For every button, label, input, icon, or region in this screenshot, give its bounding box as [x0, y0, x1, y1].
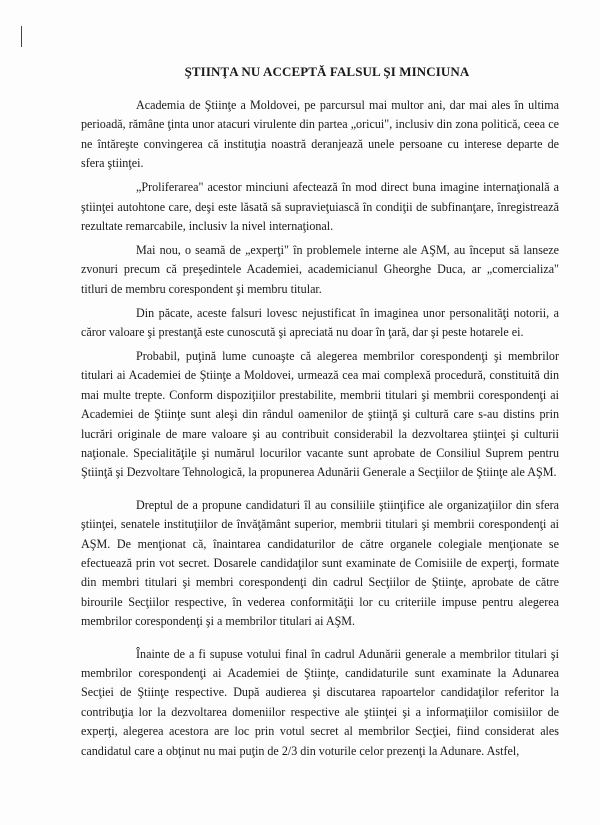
document-body — [81, 96, 559, 766]
document-title: ŞTIINŢA NU ACCEPTĂ FALSUL ŞI MINCIUNA — [184, 64, 470, 79]
paragraph-5: Probabil, puţină lume cunoaşte că alegerea membrilor corespondenţi şi membrilor titulari ai Academiei de Ştiinţe a Moldovei, urmează cea mai complexă procedură, constituită din mai multe trepte. Conform dispoziţiilor prestabilite, membrii titulari şi membrii corespondenţi ai Academiei de Ştiinţe sunt aleşi din rândul oamenilor de ştiinţă şi cultură care s-au distins prin lucrări originale de mare valoare şi au contribuit considerabil la dezvoltarea ştiinţei şi culturii naţionale. Specialităţile şi numărul locurilor vacante sunt aprobate de Consiliul Suprem pentru Ştiinţă şi Dezvoltare Tehnologică, la propunerea Adunării Generale a Secţiilor de Ştiinţe ale AŞM. — [81, 348, 559, 480]
paragraph-2: „Proliferarea" acestor minciuni afectează în mod direct buna imagine internaţională a ştiinţei autohtone care, deşi este lăsată să supravieţuiască în condiţii de subfinanţare, înregistrează rezultate remarcabile, inclusiv la nivel internaţional. — [81, 180, 559, 233]
paragraph-3: Mai nou, o seamă de „experţi" în problemele interne ale AŞM, au început să lanseze zvonuri precum că preşedintele Academiei, academicianul Gheorghe Duca, ar „comercializa" titluri de membru corespondent şi membru titular. — [81, 242, 559, 296]
margin-mark — [21, 26, 22, 47]
paragraph-1: Academia de Ştiinţe a Moldovei, pe parcursul mai multor ani, dar mai ales în ultima perioadă, rămâne ţinta unor atacuri virulente din partea „oricui", inclusiv din zona politică, ceea ce ne întăreşte convingerea că instituţia noastră deranjează unele persoane cu interese departe de sfera ştiinţei. — [81, 98, 559, 171]
paragraph-6: Dreptul de a propune candidaturi îl au consiliile ştiinţifice ale organizaţiilor din sfera ştiinţei, senatele instituţiilor de învăţământ superior, membrii titulari şi membrii corespondenţi ai AŞM. De menţionat că, înaintarea candidaturilor de către organele colegiale menţionate se efectuează prin vot secret. Dosarele candidaţilor sunt examinate de Comisiile de experţi, formate din membri titulari şi membri corespondenţi din cadrul Secţiilor de Ştiinţe, aprobate de către birourile Secţiilor respective, în vederea conformităţii lor cu criteriile impuse pentru alegerea membrilor corespondenţi şi a membrilor titulari ai AŞM. — [81, 497, 559, 629]
paragraph-4: Din păcate, aceste falsuri lovesc nejustificat în imaginea unor personalităţi notorii, a căror valoare şi prestanţă este cunoscută şi apreciată nu doar în ţară, dar şi peste hotarele ei. — [81, 305, 559, 339]
paragraph-7: Înainte de a fi supuse votului final în cadrul Adunării generale a membrilor titulari şi membrilor corespondenţi ai Academiei de Ştiinţe, candidaturile sunt examinate la Adunarea Secţiei de Ştiinţe respective. După audierea şi discutarea rapoartelor candidaţilor referitor la contribuţia lor la dezvoltarea domeniilor respective ale ştiinţei şi a informaţiilor comisiilor de experţi, alegerea acestora are loc prin votul secret al membrilor Secţiei, fiind considerat ales candidatul care a obţinut nu mai puţin de 2/3 din voturile celor prezenţi la Adunare. Astfel, — [81, 646, 559, 758]
